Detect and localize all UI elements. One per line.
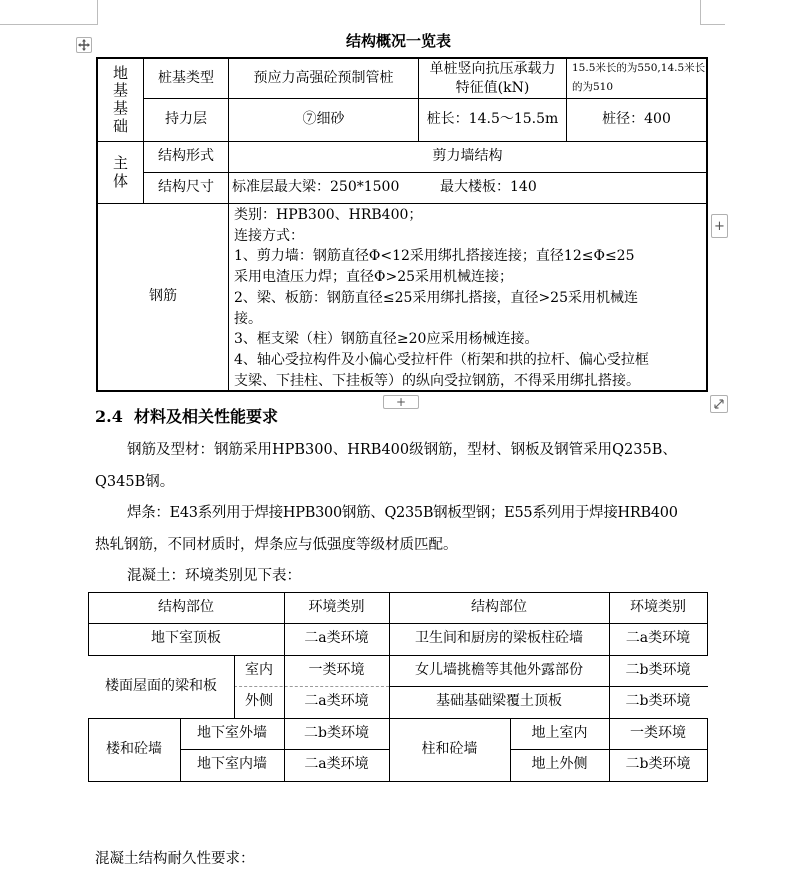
- rebar-description: [234, 205, 704, 391]
- bearing-layer-value: ⑦细砂: [302, 111, 345, 128]
- pile-length: 桩长：14.5～15.5m: [426, 111, 559, 128]
- table-cell: 二b类环境: [625, 756, 691, 773]
- table-cell: 二b类环境: [304, 724, 369, 741]
- header-structure-part: 结构部位: [158, 598, 214, 615]
- structure-form-label: 结构形式: [158, 148, 214, 165]
- section-heading: 2.4 材料及相关性能要求: [95, 407, 278, 426]
- crop-mark-top-right: [700, 0, 725, 25]
- table-resize-handle[interactable]: [710, 395, 728, 413]
- table-cell: 二a类环境: [304, 756, 369, 773]
- rebar-line: 3、框支梁（柱）钢筋直径≥20应采用杨械连接。: [234, 331, 539, 348]
- header-structure-part: 结构部位: [471, 598, 527, 615]
- table-cell: 地下室内墙: [197, 756, 267, 773]
- paragraph-line: 混凝土：环境类别见下表：: [127, 568, 301, 584]
- table-cell: 女儿墙挑檐等其他外露部份: [415, 661, 583, 678]
- structure-form-value: 剪力墙结构: [432, 148, 503, 165]
- table-cell: 二a类环境: [304, 693, 369, 710]
- structure-size-label: 结构尺寸: [158, 179, 214, 196]
- paragraph-line: 热轧钢筋，不同材质时，焊条应与低强度等级材质匹配。: [95, 537, 458, 553]
- table-cell: 室内: [245, 661, 273, 678]
- main-body-group-label: 主 体: [112, 153, 128, 190]
- paragraph-line: 焊条：E43系列用于焊接HPB300钢筋、Q235B钢板型钢；E55系列用于焊接HRB400: [127, 505, 678, 521]
- table-cell: 二a类环境: [304, 630, 369, 647]
- table-cell: 基础基础梁覆土顶板: [436, 693, 562, 710]
- resize-diagonal-icon: [713, 398, 725, 410]
- header-environment-category: 环境类别: [630, 598, 686, 615]
- paragraph-line: Q345B钢。: [95, 474, 175, 490]
- table-cell: 二b类环境: [625, 661, 691, 678]
- rebar-line: 4、轴心受拉构件及小偏心受拉杆件（桁架和拱的拉杆、偏心受拉框: [234, 351, 649, 368]
- capacity-value: 15.5米长的为550,14.5米长的为510: [572, 62, 706, 93]
- capacity-label: 单桩竖向抗压承载力特征值(kN): [429, 61, 556, 96]
- table-cell: 地下室外墙: [197, 724, 267, 741]
- plus-icon: +: [395, 395, 407, 409]
- rebar-line: 支梁、下挂柱、下挂板等）的纵向受拉钢筋，不得采用绑扎搭接。: [234, 372, 640, 389]
- table-cell: 一类环境: [630, 724, 686, 741]
- table-cell: 地下室顶板: [151, 630, 221, 647]
- table-cell: 楼面屋面的梁和板: [105, 677, 217, 694]
- pile-type-value: 预应力高强砼预制管桩: [253, 69, 394, 86]
- max-beam-value: 标准层最大梁：250*1500: [232, 179, 400, 196]
- rebar-line: 2、梁、板筋：钢筋直径≤25采用绑扎搭接，直径>25采用机械连: [234, 289, 638, 306]
- pile-type-label: 桩基类型: [158, 69, 214, 86]
- rebar-line: 1、剪力墙：钢筋直径Φ<12采用绑扎搭接连接；直径12≤Φ≤25: [234, 248, 635, 265]
- table-cell: 二a类环境: [625, 630, 691, 647]
- rebar-line: 接。: [234, 310, 262, 327]
- crop-mark-top-left: [0, 0, 98, 25]
- page-title: 结构概况一览表: [345, 32, 451, 50]
- add-row-button[interactable]: [383, 395, 419, 409]
- table-cell: 二b类环境: [625, 693, 691, 710]
- header-environment-category: 环境类别: [308, 598, 365, 615]
- add-column-button[interactable]: [711, 214, 728, 238]
- table-cell: 地上室内: [531, 724, 588, 741]
- rebar-label: 钢筋: [149, 288, 177, 305]
- plus-icon: +: [714, 218, 725, 234]
- table-cell: 地上外侧: [531, 756, 588, 773]
- max-slab-value: 最大楼板：140: [440, 179, 537, 196]
- paragraph-line: 混凝土结构耐久性要求：: [95, 851, 255, 867]
- foundation-group-label: 地 基 基 础: [112, 63, 128, 135]
- rebar-line: 采用电渣压力焊；直径Φ>25采用机械连接；: [234, 269, 514, 286]
- pile-diameter: 桩径：400: [602, 111, 671, 128]
- paragraph-line: 钢筋及型材：钢筋采用HPB300、HRB400级钢筋，型材、钢板及钢管采用Q235B、: [127, 442, 677, 458]
- table-cell: 楼和砼墙: [106, 740, 162, 757]
- table-cell: 卫生间和厨房的梁板柱砼墙: [415, 630, 583, 647]
- rebar-line: 类别：HPB300、HRB400；: [234, 207, 423, 223]
- table-cell: 一类环境: [308, 661, 365, 678]
- table-cell: 柱和砼墙: [421, 740, 478, 757]
- table-cell: 外侧: [245, 693, 273, 710]
- rebar-line: 连接方式：: [234, 227, 304, 244]
- bearing-layer-label: 持力层: [165, 111, 207, 128]
